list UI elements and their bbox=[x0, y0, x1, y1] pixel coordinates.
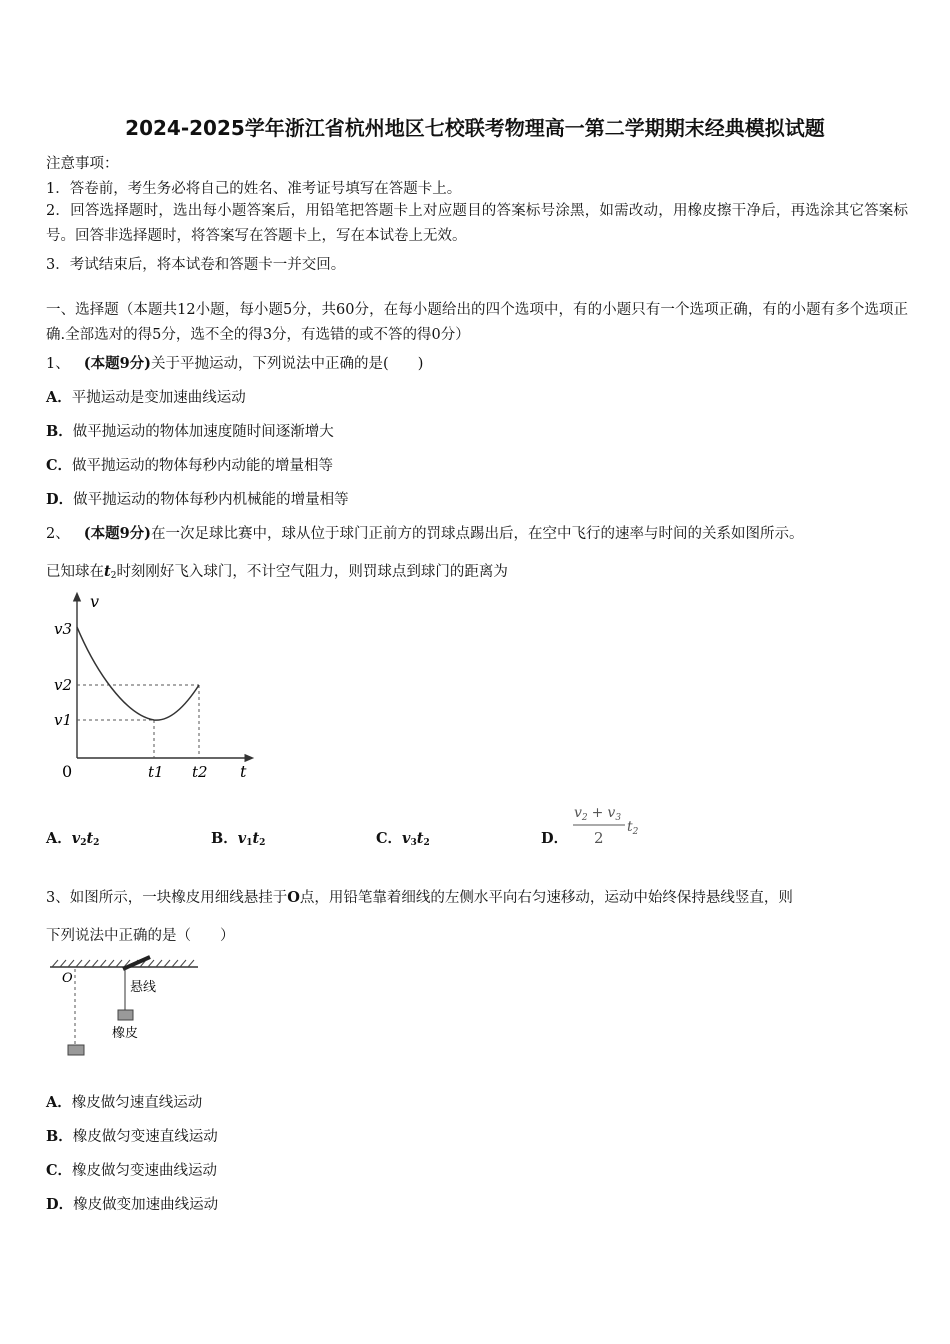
q1-option-a[interactable] bbox=[46, 386, 246, 407]
plus-sign: + bbox=[591, 805, 604, 821]
t-sub: 2 bbox=[423, 838, 430, 848]
y-axis-label: v bbox=[90, 592, 100, 611]
t-sub: 2 bbox=[259, 838, 266, 848]
eraser-pendulum-figure bbox=[50, 955, 205, 1065]
stem-text: 点，用铅笔靠着细线的左侧水平向右匀速移动，运动中始终保持悬线竖直，则 bbox=[299, 890, 793, 906]
option-label: C． bbox=[46, 1162, 73, 1179]
option-text: 橡皮做变加速曲线运动 bbox=[73, 1197, 219, 1213]
option-label: D． bbox=[46, 1196, 74, 1213]
t-sub: 2 bbox=[93, 838, 100, 848]
stem-text: 已知球在 bbox=[46, 564, 104, 580]
question-2-points: (本题9分) bbox=[83, 525, 152, 542]
q3-option-c[interactable] bbox=[46, 1159, 217, 1180]
q2-option-c[interactable] bbox=[376, 827, 430, 848]
question-3-stem bbox=[46, 886, 793, 907]
tick-v1 bbox=[54, 711, 72, 729]
q2-option-b[interactable] bbox=[211, 827, 265, 848]
question-1-stem bbox=[46, 352, 423, 373]
v-var: v bbox=[237, 830, 247, 847]
t-var: t bbox=[104, 563, 111, 580]
tick-v2 bbox=[54, 676, 72, 694]
t-var: t bbox=[416, 830, 424, 847]
option-text: 橡皮做匀速直线运动 bbox=[71, 1095, 203, 1111]
num-v3: v bbox=[607, 805, 616, 821]
point-o: O bbox=[287, 889, 300, 906]
t-sub: 2 bbox=[632, 827, 639, 837]
option-label: B． bbox=[46, 423, 73, 440]
option-text: 做平抛运动的物体每秒内机械能的增量相等 bbox=[73, 492, 349, 508]
question-2-stem bbox=[46, 522, 804, 543]
tick-t1 bbox=[148, 763, 164, 781]
tick-v3-text: v3 bbox=[54, 620, 73, 638]
x-axis-label: t bbox=[240, 762, 247, 781]
question-1-number: 1、 bbox=[46, 356, 70, 372]
q1-option-d[interactable] bbox=[46, 488, 349, 509]
q2-option-a[interactable] bbox=[46, 827, 99, 848]
q3-option-d[interactable] bbox=[46, 1193, 218, 1214]
string-label: 悬线 bbox=[130, 980, 157, 995]
option-text: 做平抛运动的物体每秒内动能的增量相等 bbox=[72, 458, 334, 474]
t-sub: 2 bbox=[110, 571, 117, 581]
initial-eraser bbox=[68, 1045, 84, 1055]
t2-factor bbox=[627, 819, 639, 837]
ceiling-hatching bbox=[52, 960, 194, 967]
num-v2: v bbox=[574, 805, 582, 821]
v-sub: 1 bbox=[246, 838, 253, 848]
tick-v1-text: v1 bbox=[54, 711, 73, 729]
v-var: v bbox=[402, 830, 411, 847]
v-var: v bbox=[71, 830, 81, 847]
option-text: 平抛运动是变加速曲线运动 bbox=[71, 390, 246, 406]
notice-item-3: 3．考试结束后，将本试卷和答题卡一并交回。 bbox=[46, 257, 346, 273]
question-3-number: 3、 bbox=[46, 890, 70, 906]
notice-item-2: 2．回答选择题时，选出每小题答案后，用铅笔把答题卡上对应题目的答案标号涂黑，如需改动，用橡皮擦干净后，再选涂其它答案标号。回答非选择题时，将答案写在答题卡上，写在本试卷上无效。 bbox=[46, 203, 908, 244]
question-3-stem-2: 下列说法中正确的是（ ） bbox=[46, 928, 235, 944]
tick-t1-text: t1 bbox=[148, 763, 164, 781]
origin-label: 0 bbox=[62, 762, 73, 781]
num-v2-sub: 2 bbox=[581, 813, 588, 823]
question-1-points: (本题9分) bbox=[83, 355, 152, 372]
question-2-text: 在一次足球比赛中，球从位于球门正前方的罚球点踢出后，在空中飞行的速率与时间的关系如图所示。 bbox=[151, 526, 804, 542]
q1-option-b[interactable] bbox=[46, 420, 334, 441]
option-label: A． bbox=[46, 830, 72, 847]
question-2-stem-2 bbox=[46, 560, 508, 581]
section-heading: 一、选择题（本题共12小题，每小题5分，共60分，在每小题给出的四个选项中，有的小题只有一个选项正确，有的小题有多个选项正确.全部选对的得5分，选不全的得3分，有选错的或不答的得0分） bbox=[46, 302, 908, 343]
option-label: D． bbox=[541, 830, 569, 847]
option-text: 橡皮做匀变速直线运动 bbox=[72, 1129, 218, 1145]
option-label: D． bbox=[46, 491, 74, 508]
tick-v3 bbox=[54, 620, 72, 638]
tick-t2 bbox=[192, 763, 208, 781]
page-title: 2024-2025学年浙江省杭州地区七校联考物理高一第二学期期末经典模拟试题 bbox=[125, 116, 825, 140]
option-label: C． bbox=[46, 457, 73, 474]
notice-item-1: 1．答卷前，考生务必将自己的姓名、准考证号填写在答题卡上。 bbox=[46, 181, 462, 197]
eraser bbox=[118, 1010, 133, 1020]
tick-t2-text: t2 bbox=[192, 763, 208, 781]
option-label: A． bbox=[46, 389, 72, 406]
t-var: t bbox=[252, 830, 260, 847]
question-2-number: 2、 bbox=[46, 526, 70, 542]
tick-v2-text: v2 bbox=[54, 676, 73, 694]
notice-heading: 注意事项： bbox=[46, 156, 119, 172]
t-var: t bbox=[627, 819, 633, 835]
point-o-label: O bbox=[62, 971, 73, 986]
option-label: A． bbox=[46, 1094, 72, 1111]
eraser-label: 橡皮 bbox=[112, 1026, 139, 1041]
q2-option-d[interactable] bbox=[541, 827, 568, 848]
question-1-text: 关于平抛运动，下列说法中正确的是( ) bbox=[151, 356, 424, 372]
option-label: C． bbox=[376, 830, 403, 847]
option-label: B． bbox=[46, 1128, 73, 1145]
t-var: t bbox=[86, 830, 94, 847]
num-v3-sub: 3 bbox=[615, 813, 622, 823]
q3-option-a[interactable] bbox=[46, 1091, 202, 1112]
v-sub: 3 bbox=[410, 838, 417, 848]
v-sub: 2 bbox=[80, 838, 87, 848]
q1-option-c[interactable] bbox=[46, 454, 333, 475]
option-text: 橡皮做匀变速曲线运动 bbox=[72, 1163, 218, 1179]
option-label: B． bbox=[211, 830, 238, 847]
velocity-time-graph bbox=[50, 590, 260, 785]
numerator bbox=[574, 805, 621, 823]
stem-text: 如图所示，一块橡皮用细线悬挂于 bbox=[69, 890, 288, 906]
q2-option-d-formula[interactable] bbox=[570, 800, 650, 850]
option-text: 做平抛运动的物体加速度随时间逐渐增大 bbox=[72, 424, 334, 440]
q3-option-b[interactable] bbox=[46, 1125, 218, 1146]
denominator: 2 bbox=[594, 829, 604, 847]
speed-curve bbox=[77, 627, 199, 720]
stem-text: 时刻刚好飞入球门，不计空气阻力，则罚球点到球门的距离为 bbox=[116, 564, 508, 580]
